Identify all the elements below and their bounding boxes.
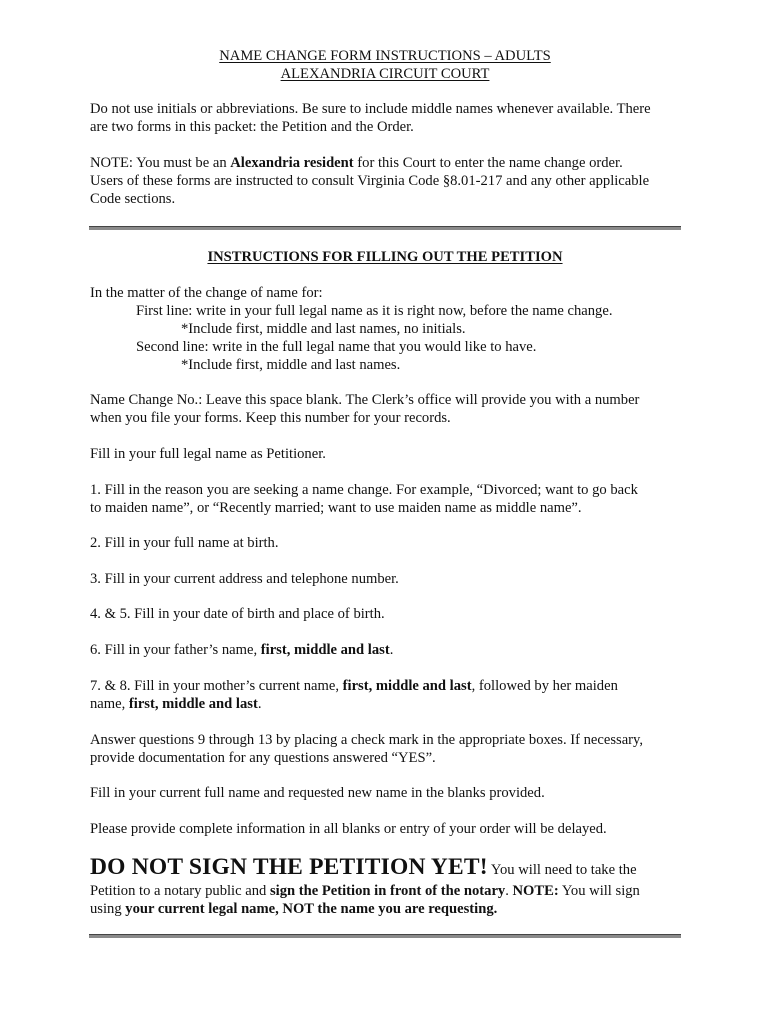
- item78-bold1: first, middle and last: [342, 678, 472, 694]
- item2: 2. Fill in your full name at birth.: [90, 535, 279, 551]
- item7-8-line1: [90, 677, 618, 695]
- warning-line1: [90, 853, 637, 884]
- matter-first-line: First line: write in your full legal name as it is right now, before the name change.: [136, 303, 613, 319]
- matter-second-note: *Include first, middle and last names.: [181, 357, 401, 373]
- warning-big: DO NOT SIGN THE PETITION YET!: [90, 854, 488, 880]
- document-title-line1: NAME CHANGE FORM INSTRUCTIONS – ADULTS: [219, 48, 551, 64]
- warning-line2: [90, 882, 640, 900]
- matter-intro: In the matter of the change of name for:: [90, 285, 323, 301]
- note-line3: Code sections.: [90, 191, 176, 207]
- petitioner-instruction: Fill in your full legal name as Petitioner.: [90, 446, 326, 462]
- document-title-line2: ALEXANDRIA CIRCUIT COURT: [280, 66, 490, 82]
- item7-8-line2: [90, 695, 261, 713]
- item78-prefix: 7. & 8. Fill in your mother’s current name,: [90, 678, 343, 694]
- item78-mid: , followed by her maiden: [471, 678, 618, 694]
- warning-line2-prefix: Petition to a notary public and: [90, 883, 270, 899]
- warning-line2-bold: sign the Petition in front of the notary: [269, 883, 506, 899]
- name-change-no-line2: when you file your forms. Keep this number for your records.: [90, 410, 451, 426]
- note-line1: [90, 154, 623, 172]
- warning-line3-prefix: using: [90, 901, 126, 917]
- item78-line2-prefix: name,: [90, 696, 129, 712]
- questions-line2: provide documentation for any questions answered “YES”.: [90, 750, 436, 766]
- note-bold-resident: Alexandria resident: [230, 155, 354, 171]
- note-suffix: for this Court to enter the name change order.: [353, 155, 623, 171]
- section-heading-text: INSTRUCTIONS FOR FILLING OUT THE PETITION: [207, 249, 563, 265]
- item78-bold2: first, middle and last: [128, 696, 258, 712]
- warning-line2-bold2: NOTE:: [512, 883, 559, 899]
- warning-line3-bold: your current legal name, NOT the name you are requesting.: [125, 901, 498, 917]
- intro-line1: Do not use initials or abbreviations. Be sure to include middle names whenever available. There: [90, 101, 651, 117]
- section-heading: [0, 248, 770, 266]
- item6-prefix: 6. Fill in your father’s name,: [90, 642, 261, 658]
- item78-line2-suffix: .: [257, 696, 262, 712]
- item4-5: 4. & 5. Fill in your date of birth and place of birth.: [90, 606, 385, 622]
- divider-top: [89, 226, 681, 230]
- item3: 3. Fill in your current address and telephone number.: [90, 571, 399, 587]
- intro-line2: are two forms in this packet: the Petition and the Order.: [90, 119, 414, 135]
- warning-line2-mid: .: [505, 883, 513, 899]
- item6-bold: first, middle and last: [260, 642, 390, 658]
- warning-line2-suffix: You will sign: [558, 883, 640, 899]
- warning-line3: [90, 900, 497, 918]
- complete-info-instruction: Please provide complete information in all blanks or entry of your order will be delayed.: [90, 821, 607, 837]
- name-change-no-line1: Name Change No.: Leave this space blank. The Clerk’s office will provide you with a number: [90, 392, 640, 408]
- warning-after-big: You will need to take the: [487, 862, 637, 878]
- item1-line1: 1. Fill in the reason you are seeking a name change. For example, “Divorced; want to go back: [90, 482, 638, 498]
- questions-line1: Answer questions 9 through 13 by placing a check mark in the appropriate boxes. If necessary,: [90, 732, 644, 748]
- item6-suffix: .: [389, 642, 394, 658]
- note-line2: Users of these forms are instructed to consult Virginia Code §8.01-217 and any other applicable: [90, 173, 650, 189]
- item1-line2: to maiden name”, or “Recently married; want to use maiden name as middle name”.: [90, 500, 582, 516]
- divider-bottom: [89, 934, 681, 938]
- item6: [90, 641, 393, 659]
- matter-second-line: Second line: write in the full legal name that you would like to have.: [136, 339, 537, 355]
- current-name-instruction: Fill in your current full name and requested new name in the blanks provided.: [90, 785, 545, 801]
- note-prefix: NOTE: You must be an: [90, 155, 231, 171]
- matter-first-note: *Include first, middle and last names, no initials.: [181, 321, 466, 337]
